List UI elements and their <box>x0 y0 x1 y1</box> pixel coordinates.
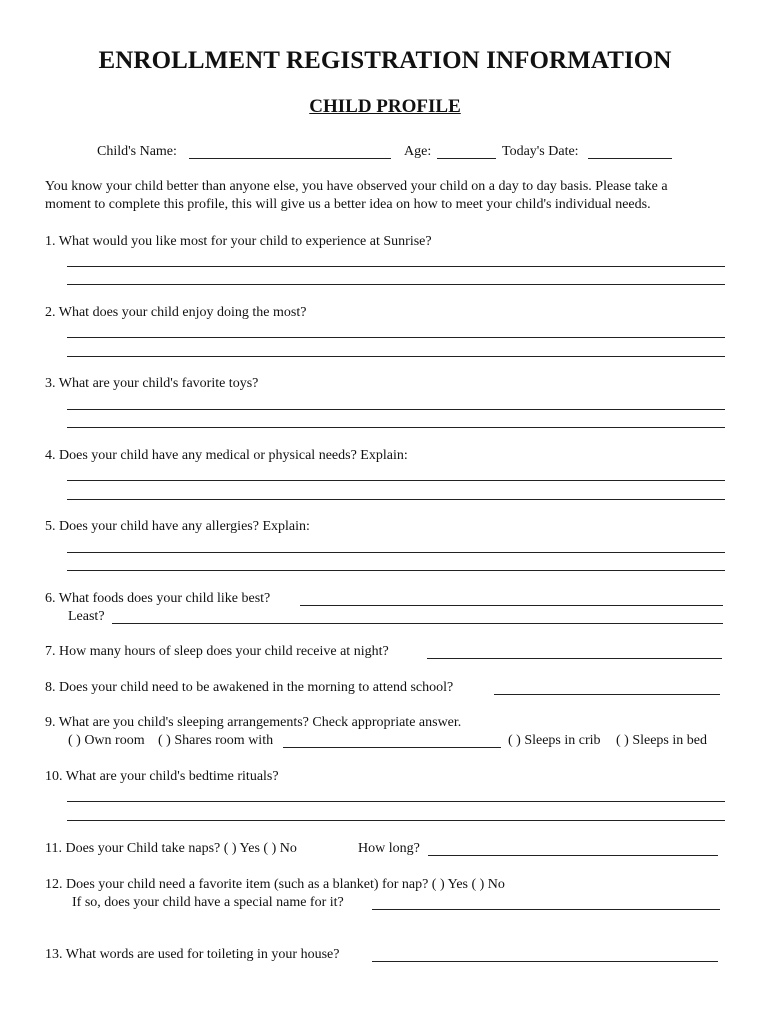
question-12-sub: If so, does your child have a special name for it? <box>72 895 344 910</box>
answer-1-line-2[interactable] <box>67 284 725 285</box>
sleep-hours-field[interactable] <box>427 658 722 659</box>
answer-5-line-2[interactable] <box>67 570 725 571</box>
answer-10-line-2[interactable] <box>67 820 725 821</box>
intro-line-1: You know your child better than anyone else, you have observed your child on a day to day basis. Please take a <box>45 179 668 194</box>
shares-room-option[interactable]: ( ) Shares room with <box>158 733 274 748</box>
question-5: 5. Does your child have any allergies? Explain: <box>45 519 310 534</box>
todays-date-label: Today's Date: <box>502 144 579 159</box>
question-6-least: Least? <box>68 609 105 624</box>
question-11: 11. Does your Child take naps? ( ) Yes ( ) No <box>45 841 297 856</box>
question-2: 2. What does your child enjoy doing the most? <box>45 305 307 320</box>
age-label: Age: <box>404 144 432 159</box>
page-title: ENROLLMENT REGISTRATION INFORMATION <box>98 47 672 74</box>
shares-room-field[interactable] <box>283 747 501 748</box>
intro-line-2: moment to complete this profile, this will give us a better idea on how to meet your child's individual needs. <box>45 197 651 212</box>
answer-2-line-1[interactable] <box>67 337 725 338</box>
own-room-option[interactable]: ( ) Own room <box>68 733 145 748</box>
question-6: 6. What foods does your child like best? <box>45 591 271 606</box>
question-8: 8. Does your child need to be awakened in the morning to attend school? <box>45 680 454 695</box>
answer-4-line-1[interactable] <box>67 480 725 481</box>
question-3: 3. What are your child's favorite toys? <box>45 376 259 391</box>
answer-5-line-1[interactable] <box>67 552 725 553</box>
question-4: 4. Does your child have any medical or physical needs? Explain: <box>45 448 408 463</box>
answer-10-line-1[interactable] <box>67 801 725 802</box>
answer-2-line-2[interactable] <box>67 356 725 357</box>
todays-date-field[interactable] <box>588 158 672 159</box>
child-name-label: Child's Name: <box>97 144 177 159</box>
foods-least-field[interactable] <box>112 623 723 624</box>
sleeps-in-bed-option[interactable]: ( ) Sleeps in bed <box>616 733 707 748</box>
answer-1-line-1[interactable] <box>67 266 725 267</box>
nap-how-long-label: How long? <box>358 841 420 856</box>
page-subtitle: CHILD PROFILE <box>309 96 461 117</box>
age-field[interactable] <box>437 158 496 159</box>
nap-how-long-field[interactable] <box>428 855 718 856</box>
foods-best-field[interactable] <box>300 605 723 606</box>
child-name-field[interactable] <box>189 158 391 159</box>
toileting-words-field[interactable] <box>372 961 718 962</box>
question-12: 12. Does your child need a favorite item (such as a blanket) for nap? ( ) Yes ( ) No <box>45 877 505 892</box>
question-10: 10. What are your child's bedtime rituals? <box>45 769 279 784</box>
question-13: 13. What words are used for toileting in your house? <box>45 947 340 962</box>
answer-3-line-2[interactable] <box>67 427 725 428</box>
question-7: 7. How many hours of sleep does your child receive at night? <box>45 644 389 659</box>
awakened-field[interactable] <box>494 694 720 695</box>
answer-4-line-2[interactable] <box>67 499 725 500</box>
sleeps-in-crib-option[interactable]: ( ) Sleeps in crib <box>508 733 601 748</box>
question-9: 9. What are you child's sleeping arrangements? Check appropriate answer. <box>45 715 462 730</box>
answer-3-line-1[interactable] <box>67 409 725 410</box>
favorite-item-name-field[interactable] <box>372 909 720 910</box>
question-1: 1. What would you like most for your child to experience at Sunrise? <box>45 234 432 249</box>
